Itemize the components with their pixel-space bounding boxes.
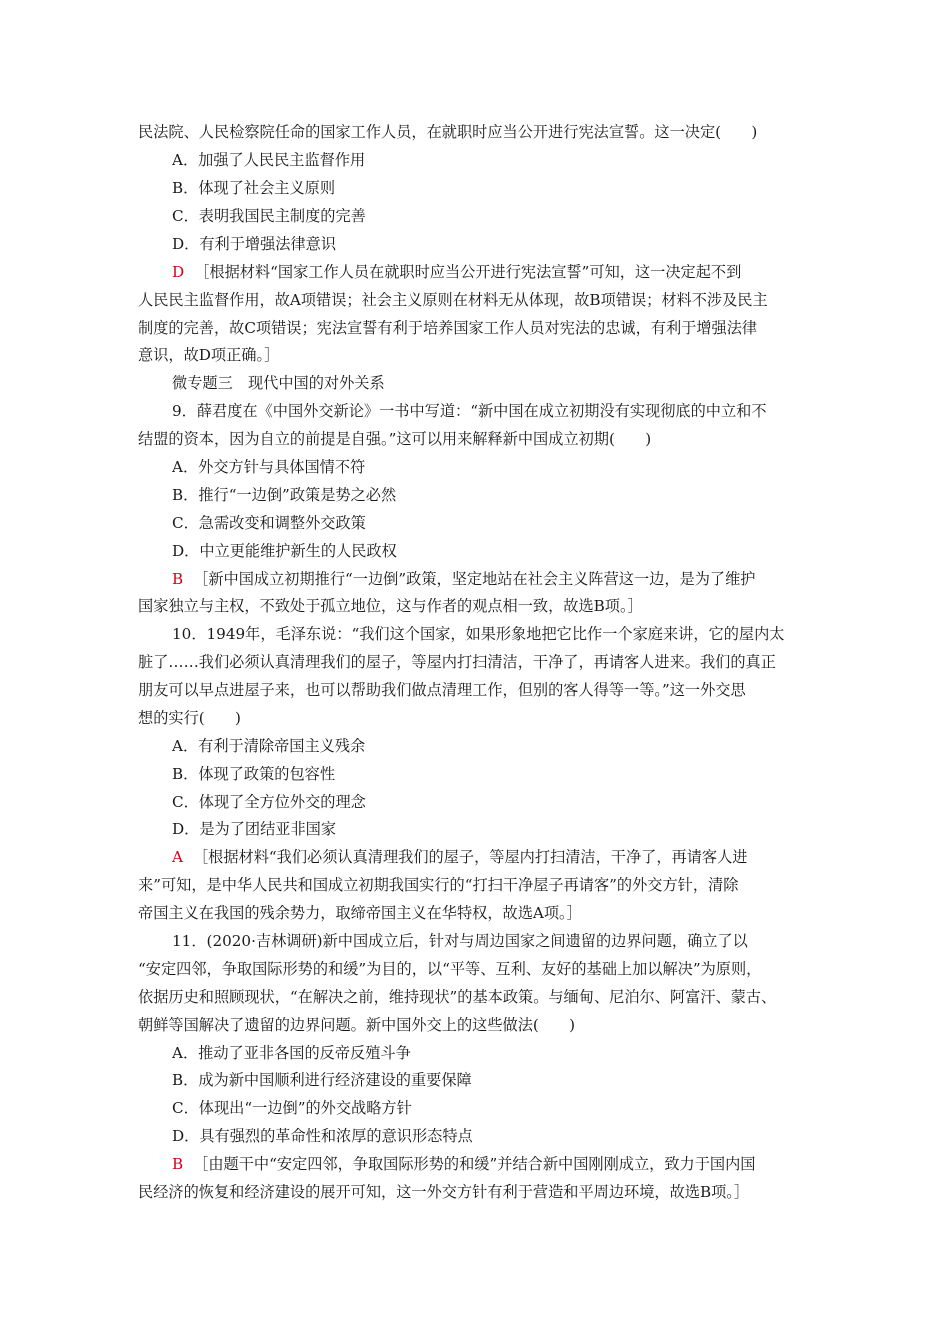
q9-expl-line: ［新中国成立初期推行“一边倒”政策，坚定地站在社会主义阵营这一边，是为了维护 bbox=[193, 570, 756, 588]
q8-option-d: D．有利于增强法律意识 bbox=[172, 235, 337, 253]
q11-expl-line: 民经济的恢复和经济建设的展开可知，这一外交方针有利于营造和平周边环境，故选B项。］ bbox=[138, 1183, 750, 1201]
q10-option-c: C．体现了全方位外交的理念 bbox=[172, 793, 366, 811]
q8-expl-line: 制度的完善，故C项错误；宪法宣誓有利于培养国家工作人员对宪法的忠诚，有利于增强法律 bbox=[138, 319, 758, 337]
q11-stem: 朝鲜等国解决了遗留的边界问题。新中国外交上的这些做法( ) bbox=[138, 1016, 576, 1034]
q10-stem: 想的实行( ) bbox=[138, 709, 241, 727]
q11-expl-line: ［由题干中“安定四邻，争取国际形势的和缓”并结合新中国刚刚成立，致力于国内国 bbox=[193, 1155, 756, 1173]
q10-answer: A bbox=[172, 848, 183, 866]
q10-explanation-first bbox=[172, 847, 818, 867]
q9-option-d: D．中立更能维护新生的人民政权 bbox=[172, 542, 397, 560]
q8-option-c: C．表明我国民主制度的完善 bbox=[172, 207, 366, 225]
q10-stem: 脏了……我们必须认真清理我们的屋子，等屋内打扫清洁，干净了，再请客人进来。我们的真正 bbox=[138, 653, 776, 671]
q9-answer: B bbox=[172, 570, 184, 588]
q11-option-a: A．推动了亚非各国的反帝反殖斗争 bbox=[172, 1044, 411, 1062]
q9-explanation-first bbox=[172, 569, 818, 589]
q11-explanation-first bbox=[172, 1154, 818, 1174]
q11-stem: “安定四邻，争取国际形势的和缓”为目的，以“平等、互利、友好的基础上加以解决”为原则， bbox=[138, 960, 762, 978]
q11-option-d: D．具有强烈的革命性和浓厚的意识形态特点 bbox=[172, 1127, 473, 1145]
q10-option-a: A．有利于清除帝国主义残余 bbox=[172, 737, 366, 755]
q10-expl-line: 帝国主义在我国的残余势力，取缔帝国主义在华特权，故选A项。］ bbox=[138, 904, 582, 922]
q9-stem: 9．薛君度在《中国外交新论》一书中写道：“新中国在成立初期没有实现彻底的中立和不 bbox=[172, 402, 767, 420]
q8-expl-line: 意识，故D项正确。］ bbox=[138, 346, 280, 364]
q10-option-b: B．体现了政策的包容性 bbox=[172, 765, 336, 783]
q10-option-d: D．是为了团结亚非国家 bbox=[172, 820, 337, 838]
q9-stem: 结盟的资本，因为自立的前提是自强。”这可以用来解释新中国成立初期( ) bbox=[138, 430, 652, 448]
q10-expl-line: 来”可知，是中华人民共和国成立初期我国实行的“打扫干净屋子再请客”的外交方针，清除 bbox=[138, 876, 739, 894]
q9-option-a: A．外交方针与具体国情不符 bbox=[172, 458, 366, 476]
q8-explanation-first bbox=[172, 262, 818, 282]
q11-stem: 依据历史和照顾现状，“在解决之前，维持现状”的基本政策。与缅甸、尼泊尔、阿富汗、蒙古、 bbox=[138, 988, 777, 1006]
q11-option-b: B．成为新中国顺利进行经济建设的重要保障 bbox=[172, 1071, 472, 1089]
q11-option-c: C．体现出“一边倒”的外交战略方针 bbox=[172, 1099, 412, 1117]
q8-expl-line: ［根据材料“国家工作人员在就职时应当公开进行宪法宣誓”可知，这一决定起不到 bbox=[194, 263, 742, 281]
q10-stem: 10．1949年，毛泽东说：“我们这个国家，如果形象地把它比作一个家庭来讲，它的屋内太 bbox=[172, 625, 785, 643]
q11-answer: B bbox=[172, 1155, 184, 1173]
q8-option-b: B．体现了社会主义原则 bbox=[172, 179, 336, 197]
q10-stem: 朋友可以早点进屋子来，也可以帮助我们做点清理工作，但别的客人得等一等。”这一外交思 bbox=[138, 681, 746, 699]
q8-expl-line: 人民民主监督作用，故A项错误；社会主义原则在材料无从体现，故B项错误；材料不涉及民主 bbox=[138, 291, 768, 309]
q9-option-b: B．推行“一边倒”政策是势之必然 bbox=[172, 486, 397, 504]
q10-expl-line: ［根据材料“我们必须认真清理我们的屋子，等屋内打扫清洁，干净了，再请客人进 bbox=[192, 848, 748, 866]
q9-option-c: C．急需改变和调整外交政策 bbox=[172, 514, 366, 532]
section-heading: 微专题三 现代中国的对外关系 bbox=[172, 374, 385, 392]
q9-expl-line: 国家独立与主权，不致处于孤立地位，这与作者的观点相一致，故选B项。］ bbox=[138, 597, 643, 615]
q8-option-a: A．加强了人民民主监督作用 bbox=[172, 151, 366, 169]
q8-stem: 民法院、人民检察院任命的国家工作人员，在就职时应当公开进行宪法宣誓。这一决定( ) bbox=[138, 123, 758, 141]
q8-answer: D bbox=[172, 263, 185, 281]
q11-stem: 11．(2020·吉林调研)新中国成立后，针对与周边国家之间遗留的边界问题，确立了以 bbox=[172, 932, 748, 950]
